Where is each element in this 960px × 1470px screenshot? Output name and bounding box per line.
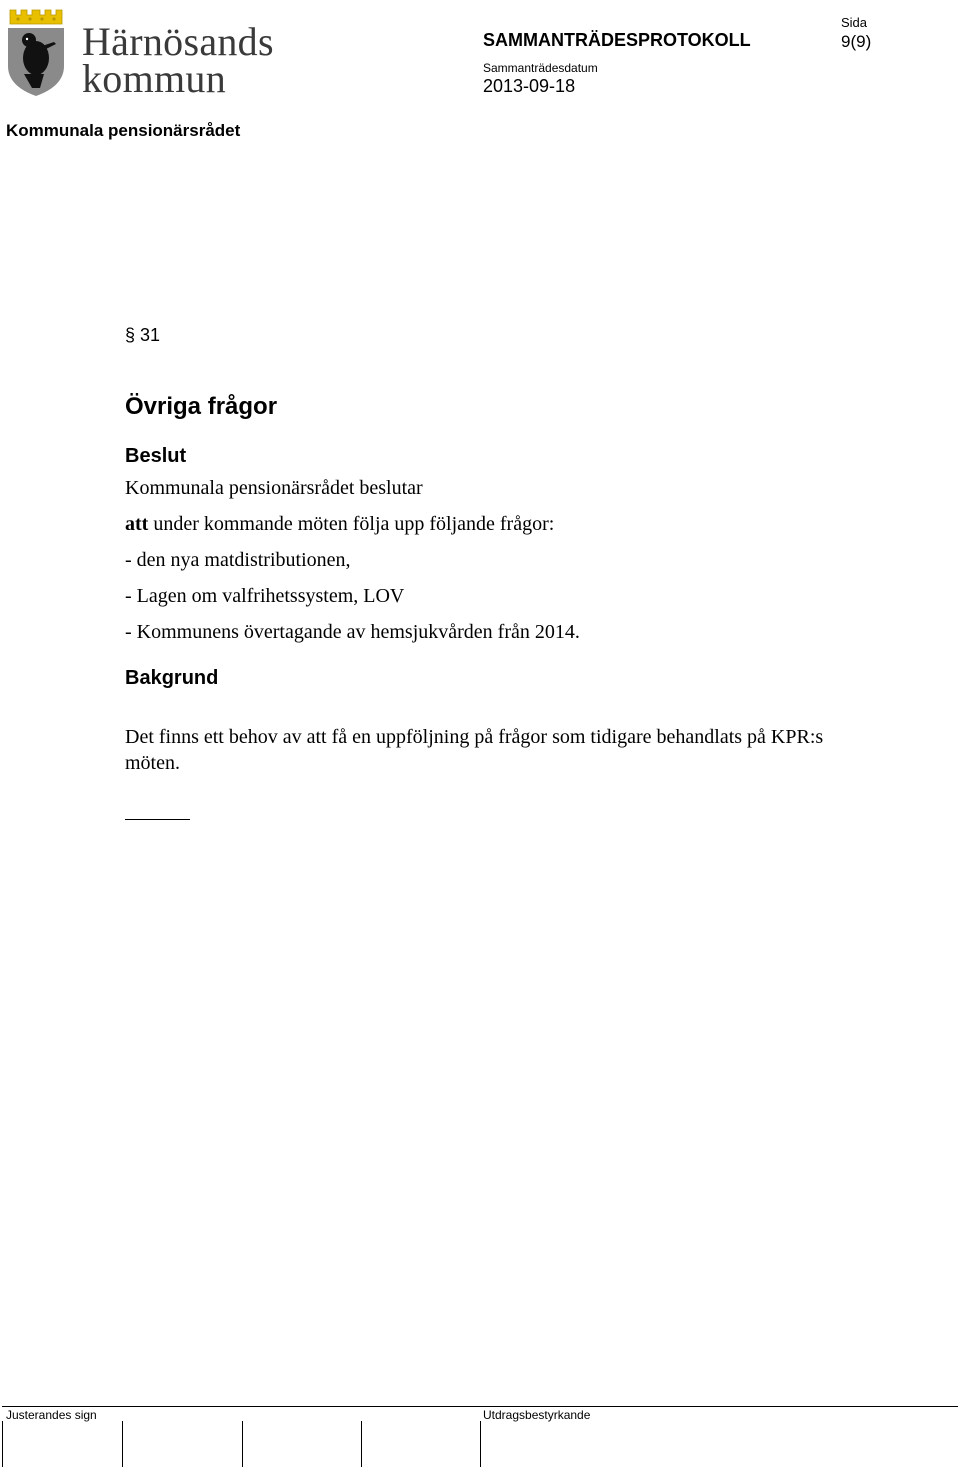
decision-heading: Beslut	[125, 445, 187, 467]
background-heading: Bakgrund	[125, 667, 219, 689]
signature-box-divider	[361, 1421, 362, 1467]
meeting-date-label: Sammanträdesdatum	[483, 61, 598, 75]
footer-rule	[2, 1406, 958, 1407]
signature-box-divider	[122, 1421, 123, 1467]
signature-box-divider	[2, 1421, 3, 1467]
paragraph-number: § 31	[125, 325, 161, 345]
municipality-coat-of-arms-logo	[6, 6, 66, 98]
section-title: Övriga frågor	[125, 393, 278, 420]
logo-text-line-1: Härnösands	[82, 19, 274, 64]
organization-name: Kommunala pensionärsrådet	[6, 121, 241, 140]
decision-list-item: - Lagen om valfrihetssystem, LOV	[125, 585, 405, 607]
decision-att-clause	[125, 513, 554, 536]
footer-extract-label: Utdragsbestyrkande	[483, 1408, 591, 1422]
signature-box-divider	[242, 1421, 243, 1467]
document-type: SAMMANTRÄDESPROTOKOLL	[483, 30, 751, 50]
logo-text-line-2: kommun	[82, 56, 227, 101]
decision-intro: Kommunala pensionärsrådet beslutar	[125, 477, 423, 499]
page-number: 9(9)	[841, 32, 872, 51]
decision-list-item: - den nya matdistributionen,	[125, 549, 351, 571]
section-end-rule	[125, 819, 190, 820]
att-text: under kommande möten följa upp följande frågor:	[148, 513, 555, 535]
att-keyword: att	[125, 513, 149, 535]
background-text: Det finns ett behov av att få en uppföljning på frågor som tidigare behandlats på KPR:s möten.	[125, 726, 824, 774]
page-label: Sida	[841, 15, 868, 30]
signature-box-divider	[480, 1421, 481, 1467]
decision-list-item: - Kommunens övertagande av hemsjukvården från 2014.	[125, 621, 580, 643]
meeting-date: 2013-09-18	[483, 76, 576, 96]
footer-sign-label: Justerandes sign	[6, 1408, 97, 1422]
